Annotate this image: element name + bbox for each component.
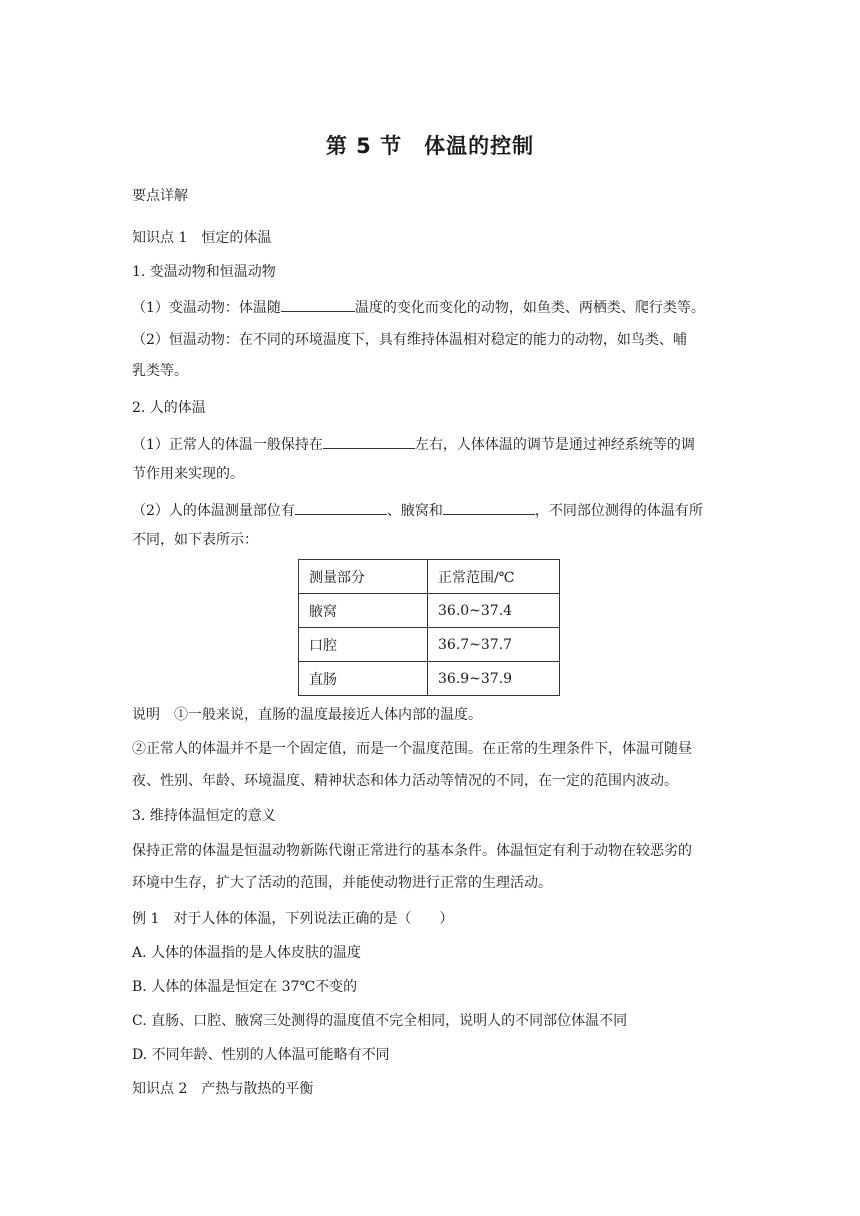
item-measurement-sites-line2: 不同，如下表所示： [132, 532, 258, 548]
table-cell: 36.9~37.9 [428, 662, 560, 696]
item-text: （1）正常人的体温一般保持在 [132, 437, 323, 453]
item-measurement-sites [132, 499, 732, 521]
fill-in-blank[interactable] [443, 499, 535, 515]
note-2-line2: 夜、性别、年龄、环境温度、精神状态和体力活动等情况的不同，在一定的范围内波动。 [132, 773, 678, 789]
page-title: 第 5 节 体温的控制 [325, 134, 535, 158]
table-cell: 36.0~37.4 [428, 594, 560, 628]
example-1-question: 例 1 对于人体的体温，下列说法正确的是（ ） [132, 911, 454, 927]
item-text: （2）人的体温测量部位有 [132, 503, 295, 519]
option-c[interactable]: C. 直肠、口腔、腋窝三处测得的温度值不完全相同，说明人的不同部位体温不同 [132, 1013, 628, 1029]
option-a[interactable]: A. 人体的体温指的是人体皮肤的温度 [132, 945, 362, 961]
option-b[interactable]: B. 人体的体温是恒定在 37℃不变的 [132, 979, 358, 995]
item-poikilotherm [132, 296, 732, 318]
table-header-cell: 正常范围/℃ [428, 560, 560, 594]
table-cell: 36.7~37.7 [428, 628, 560, 662]
table-row [299, 662, 560, 696]
table-row [299, 628, 560, 662]
table-header-row [299, 560, 560, 594]
section-heading: 要点详解 [132, 188, 188, 204]
item-normal-temperature [132, 433, 732, 455]
item-normal-temperature-line2: 节作用来实现的。 [132, 466, 244, 482]
note-1: 说明 ①一般来说，直肠的温度最接近人体内部的温度。 [132, 707, 482, 723]
fill-in-blank[interactable] [281, 296, 355, 312]
knowledge-point-1-heading: 知识点 1 恒定的体温 [132, 230, 272, 246]
note-2-line1: ②正常人的体温并不是一个固定值，而是一个温度范围。在正常的生理条件下，体温可随昼 [132, 741, 692, 757]
temperature-range-table [298, 559, 560, 696]
table-cell: 直肠 [299, 662, 428, 696]
table-cell: 腋窝 [299, 594, 428, 628]
item-homeotherm-line1: （2）恒温动物：在不同的环境温度下，具有维持体温相对稳定的能力的动物，如鸟类、哺 [132, 332, 687, 348]
table-row [299, 594, 560, 628]
item-text: （1）变温动物：体温随 [132, 300, 281, 316]
significance-line1: 保持正常的体温是恒温动物新陈代谢正常进行的基本条件。体温恒定有利于动物在较恶劣的 [132, 843, 692, 859]
item-text: 温度的变化而变化的动物，如鱼类、两栖类、爬行类等。 [354, 300, 705, 316]
item-text: ，不同部位测得的体温有所 [534, 503, 703, 519]
significance-line2: 环境中生存，扩大了活动的范围，并能使动物进行正常的生理活动。 [132, 875, 552, 891]
option-d[interactable]: D. 不同年龄、性别的人体温可能略有不同 [132, 1047, 390, 1063]
subheading-animal-types: 1. 变温动物和恒温动物 [132, 264, 276, 280]
fill-in-blank[interactable] [323, 433, 415, 449]
item-homeotherm-line2: 乳类等。 [132, 363, 188, 379]
subheading-significance: 3. 维持体温恒定的意义 [132, 808, 276, 824]
table-header-cell: 测量部分 [299, 560, 428, 594]
subheading-human-temperature: 2. 人的体温 [132, 400, 206, 416]
knowledge-point-2-heading: 知识点 2 产热与散热的平衡 [132, 1081, 314, 1097]
table-cell: 口腔 [299, 628, 428, 662]
item-text: 左右，人体体温的调节是通过神经系统等的调 [414, 437, 695, 453]
fill-in-blank[interactable] [295, 499, 387, 515]
item-text: 、腋窝和 [386, 503, 443, 519]
